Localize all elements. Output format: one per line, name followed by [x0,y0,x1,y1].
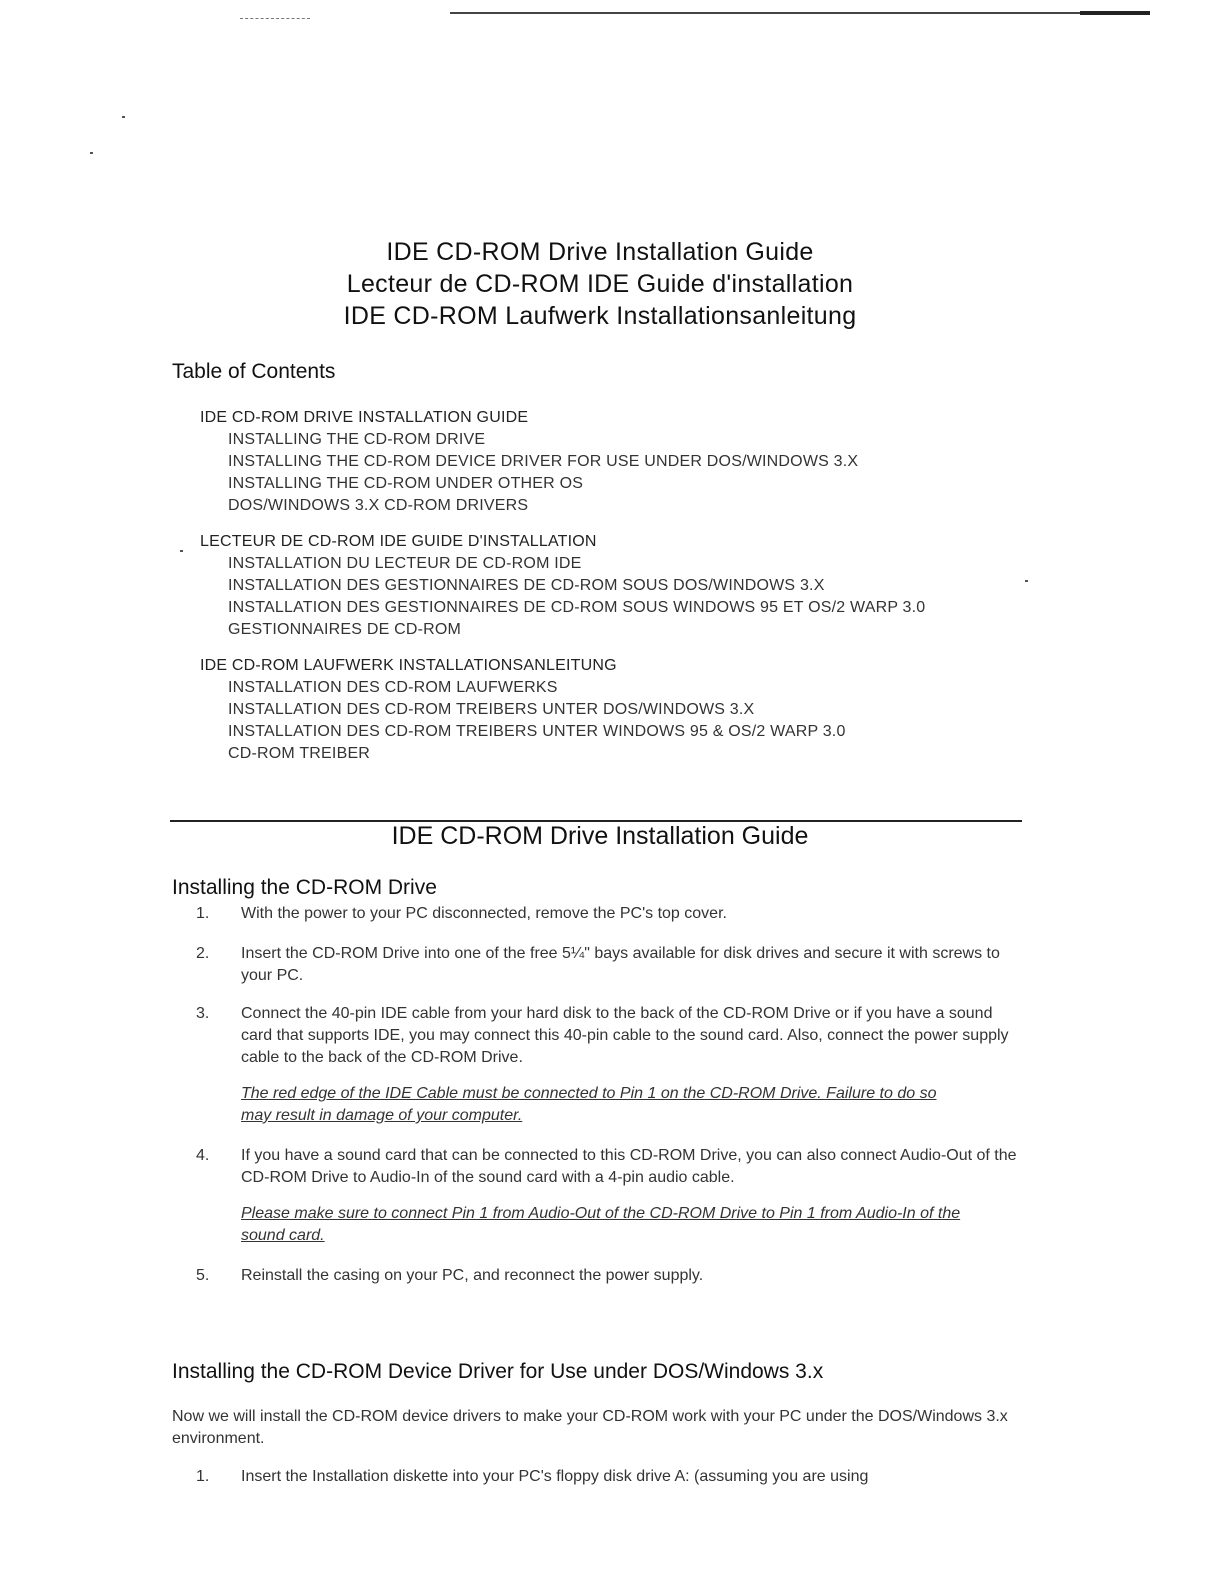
toc-group-english [200,407,1040,517]
step-text: Reinstall the casing on your PC, and reconnect the power supply. [241,1267,704,1284]
step-3 [196,1003,1026,1069]
subsection-heading-installing-driver: Installing the CD-ROM Device Driver for Use under DOS/Windows 3.x [172,1360,824,1383]
step-1 [196,903,1026,925]
toc-item: INSTALLATION DES GESTIONNAIRES DE CD-ROM SOUS WINDOWS 95 ET OS/2 WARP 3.0 [228,599,926,616]
toc-item: INSTALLATION DES GESTIONNAIRES DE CD-ROM SOUS DOS/WINDOWS 3.X [228,577,825,594]
toc-group-german [200,655,1040,765]
toc-item: CD-ROM TREIBER [228,745,371,762]
driver-step-1 [196,1466,1026,1488]
step-number: 1. [196,905,210,922]
step-number: 1. [196,1468,210,1485]
toc-item: INSTALLING THE CD-ROM UNDER OTHER OS [228,475,584,492]
step-text: Insert the Installation diskette into your PC's floppy disk drive A: (assuming you are using [241,1468,869,1485]
toc-group-title: LECTEUR DE CD-ROM IDE GUIDE D'INSTALLATION [200,533,597,550]
warning-note-audio-cable: Please make sure to connect Pin 1 from Audio-Out of the CD-ROM Drive to Pin 1 from Audio-In of the sound card. [241,1205,961,1244]
step-4 [196,1145,1026,1189]
toc-item: INSTALLATION DU LECTEUR DE CD-ROM IDE [228,555,582,572]
title-french: Lecteur de CD-ROM IDE Guide d'installation [346,270,854,298]
step-number: 2. [196,945,210,962]
toc-item: INSTALLATION DES CD-ROM TREIBERS UNTER DOS/WINDOWS 3.X [228,701,755,718]
toc-item: GESTIONNAIRES DE CD-ROM [228,621,462,638]
title-english: IDE CD-ROM Drive Installation Guide [386,238,814,266]
warning-note-ide-cable: The red edge of the IDE Cable must be connected to Pin 1 on the CD-ROM Drive. Failure to do so may result in damage of your computer. [241,1085,937,1124]
document-titles [200,236,1000,332]
toc-heading: Table of Contents [172,360,336,383]
section-title: IDE CD-ROM Drive Installation Guide [391,822,809,850]
step-text: If you have a sound card that can be connected to this CD-ROM Drive, you can also connect Audio-Out of the CD-ROM Drive to Audio-In of the sound card with a 4-pin audio cable. [241,1147,1017,1186]
toc-item: INSTALLING THE CD-ROM DRIVE [228,431,486,448]
step-text: With the power to your PC disconnected, remove the PC's top cover. [241,905,727,922]
title-german: IDE CD-ROM Laufwerk Installationsanleitung [343,302,857,330]
driver-steps [196,1466,1026,1502]
step-2 [196,943,1026,987]
toc-group-french [200,531,1040,641]
scan-dash [240,18,310,20]
scan-speck [122,116,125,118]
table-of-contents [200,407,1040,779]
installation-steps [196,903,1026,1301]
scan-line-thick [1080,11,1150,15]
subsection-heading-installing-drive: Installing the CD-ROM Drive [172,876,437,899]
scan-speck [180,550,183,552]
toc-item: INSTALLATION DES CD-ROM TREIBERS UNTER WINDOWS 95 & OS/2 WARP 3.0 [228,723,846,740]
scan-speck [90,152,93,154]
toc-group-title: IDE CD-ROM LAUFWERK INSTALLATIONSANLEITUNG [200,657,617,674]
step-text: Connect the 40-pin IDE cable from your hard disk to the back of the CD-ROM Drive or if you have a sound card that supports IDE, you may connect this 40-pin cable to the sound card. Also, connect the power supply cable to the back of the CD-ROM Drive. [241,1005,1009,1066]
driver-intro-paragraph: Now we will install the CD-ROM device drivers to make your CD-ROM work with your PC under the DOS/Windows 3.x environment. [172,1408,1008,1447]
step-text: Insert the CD-ROM Drive into one of the free 5¼" bays available for disk drives and secure it with screws to your PC. [241,945,1000,984]
step-number: 5. [196,1267,210,1284]
toc-group-title: IDE CD-ROM DRIVE INSTALLATION GUIDE [200,409,529,426]
toc-item: DOS/WINDOWS 3.X CD-ROM DRIVERS [228,497,529,514]
toc-item: INSTALLING THE CD-ROM DEVICE DRIVER FOR USE UNDER DOS/WINDOWS 3.X [228,453,859,470]
step-number: 3. [196,1005,210,1022]
step-5 [196,1265,1026,1287]
toc-item: INSTALLATION DES CD-ROM LAUFWERKS [228,679,558,696]
scan-line [450,12,1150,14]
step-number: 4. [196,1147,210,1164]
